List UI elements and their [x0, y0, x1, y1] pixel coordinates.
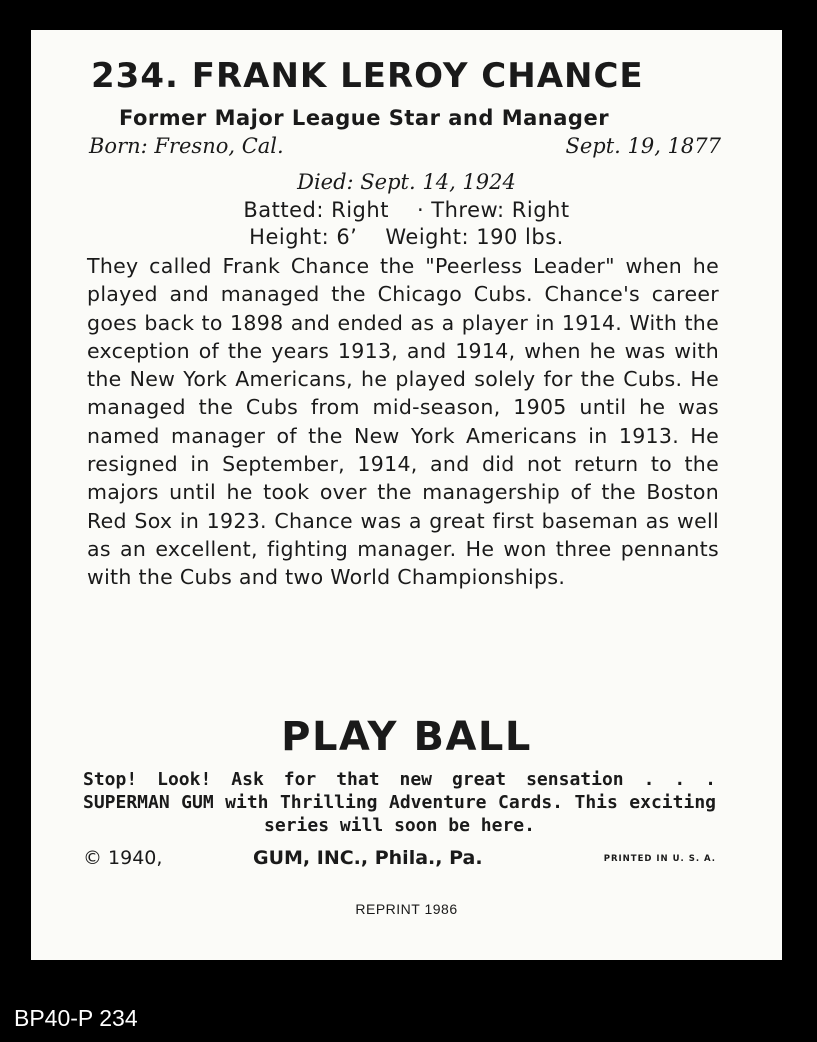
born-line — [89, 134, 721, 158]
height-stat: Height: 6’ — [249, 225, 358, 249]
promo-text: Stop! Look! Ask for that new great sensation . . . SUPERMAN GUM with Thrilling Adventure Cards. This exciting series will soon be here. — [83, 769, 716, 836]
card-back — [31, 30, 782, 960]
biography-text: They called Frank Chance the "Peerless Leader" when he played and managed the Chicago Cubs. Chance's career goes back to 1898 and ended as a player in 1914. With the exception of the years 1913, and 1914, when he was with the New York Americans, he played solely for the Cubs. He managed the Cubs from mid-season, 1905 until he was named manager of the New York Americans in 1913. He resigned in September, 1914, and did not return to the majors until he took over the managership of the Boston Red Sox in 1923. Chance was a great first baseman as well as an excellent, fighting manager. He won three pennants with the Cubs and two World Championships. — [87, 254, 719, 590]
card-footer — [83, 847, 716, 877]
died-line: Died: Sept. 14, 1924 — [297, 170, 516, 194]
batting-throwing-line — [31, 198, 782, 222]
card-id-caption: BP40-P 234 — [14, 1005, 138, 1031]
printed-in-usa: PRINTED IN U. S. A. — [603, 854, 716, 864]
copyright-text: © 1940, — [83, 847, 163, 869]
batted-stat: Batted: Right — [243, 198, 389, 222]
born-date: Sept. 19, 1877 — [565, 134, 721, 158]
card-title: 234. FRANK LEROY CHANCE — [91, 56, 644, 96]
play-ball-heading: PLAY BALL — [281, 714, 532, 760]
reprint-label: REPRINT 1986 — [355, 901, 458, 917]
threw-stat: · Threw: Right — [416, 198, 570, 222]
weight-stat: Weight: 190 lbs. — [385, 225, 564, 249]
born-place: Born: Fresno, Cal. — [89, 134, 284, 158]
height-weight-line — [31, 225, 782, 249]
company-name: GUM, INC., Phila., Pa. — [253, 847, 483, 869]
card-subtitle: Former Major League Star and Manager — [119, 106, 610, 130]
